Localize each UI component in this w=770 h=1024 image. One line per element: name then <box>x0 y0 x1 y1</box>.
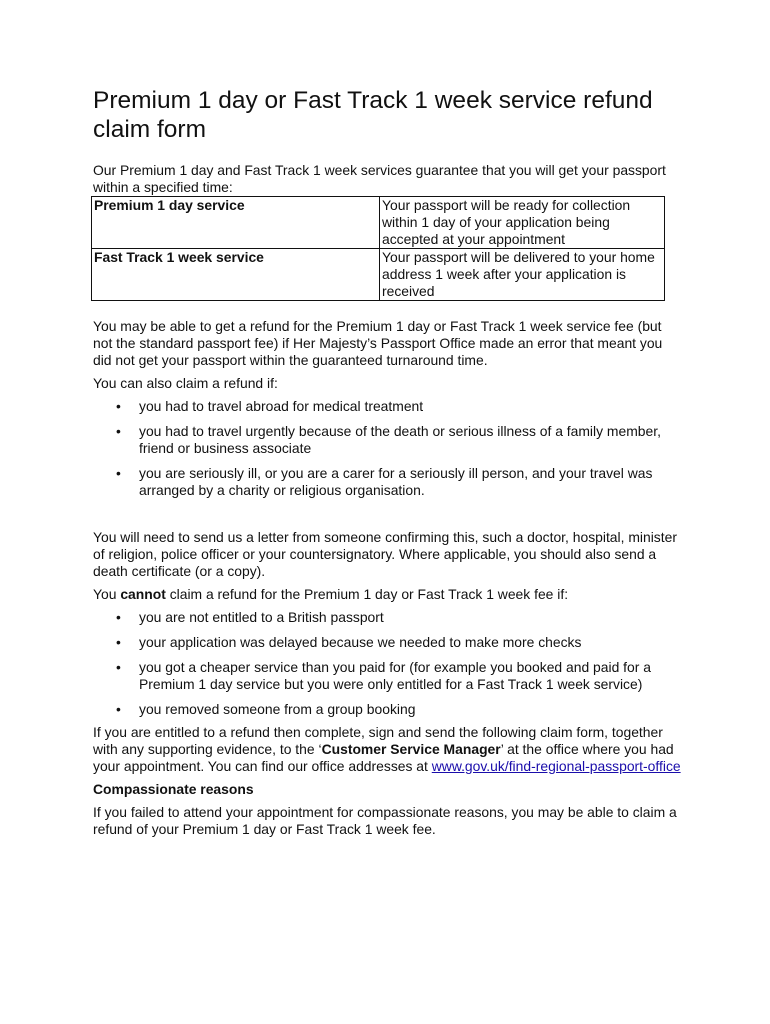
refund-paragraph: You may be able to get a refund for the Premium 1 day or Fast Track 1 week service fee (but not the standard passport fee) if Her Majesty’s Passport Office made an error that meant you did not get your passport within the guaranteed turnaround time. <box>93 318 663 368</box>
list-item: • you had to travel urgently because of the death or serious illness of a family member, friend or business associate <box>116 423 661 456</box>
service-description: Your passport will be delivered to your home address 1 week after your application is received <box>380 249 665 301</box>
cannot-intro: You cannot claim a refund for the Premium 1 day or Fast Track 1 week fee if: <box>93 586 569 602</box>
bullet-icon: • <box>116 659 121 675</box>
cannot-list <box>93 609 683 718</box>
table-row <box>92 249 665 301</box>
list-item: • you had to travel abroad for medical treatment <box>116 398 424 414</box>
intro-paragraph: Our Premium 1 day and Fast Track 1 week services guarantee that you will get your passport within a specified time: <box>93 162 666 195</box>
letter-paragraph: You will need to send us a letter from someone confirming this, such a doctor, hospital, minister of religion, police officer or your countersignatory. Where applicable, you should also send a death certificate (or a copy). <box>93 529 677 579</box>
also-claim-list <box>93 398 683 499</box>
list-item: • you removed someone from a group booking <box>116 701 416 717</box>
bullet-icon: • <box>116 634 121 650</box>
services-table <box>91 196 665 301</box>
bullet-icon: • <box>116 609 121 625</box>
list-item: • you got a cheaper service than you paid for (for example you booked and paid for a Premium 1 day service but you were only entitled for a Fast Track 1 week service) <box>116 659 651 692</box>
list-item: • you are seriously ill, or you are a carer for a seriously ill person, and your travel was arranged by a charity or religious organisation. <box>116 465 653 498</box>
list-item: • you are not entitled to a British passport <box>116 609 384 625</box>
service-name: Premium 1 day service <box>92 197 380 249</box>
page-title: Premium 1 day or Fast Track 1 week service refund claim form <box>93 87 653 143</box>
also-claim-intro: You can also claim a refund if: <box>93 375 278 391</box>
service-description: Your passport will be ready for collection within 1 day of your application being accepted at your appointment <box>380 197 665 249</box>
table-row <box>92 197 665 249</box>
list-item: • your application was delayed because we needed to make more checks <box>116 634 582 650</box>
document-page <box>93 86 683 838</box>
bullet-icon: • <box>116 423 121 439</box>
compassionate-heading: Compassionate reasons <box>93 781 254 797</box>
regional-office-link[interactable]: www.gov.uk/find-regional-passport-office <box>431 758 681 774</box>
compassionate-paragraph: If you failed to attend your appointment for compassionate reasons, you may be able to claim a refund of your Premium 1 day or Fast Track 1 week fee. <box>93 804 677 837</box>
service-name: Fast Track 1 week service <box>92 249 380 301</box>
bullet-icon: • <box>116 398 121 414</box>
entitled-paragraph: If you are entitled to a refund then complete, sign and send the following claim form, together with any supporting evidence, to the ‘Customer Service Manager’ at the office where you had your appointment. You can find our office addresses at www.gov.uk/find-regional-passport-office <box>93 724 681 774</box>
bullet-icon: • <box>116 465 121 481</box>
bullet-icon: • <box>116 701 121 717</box>
